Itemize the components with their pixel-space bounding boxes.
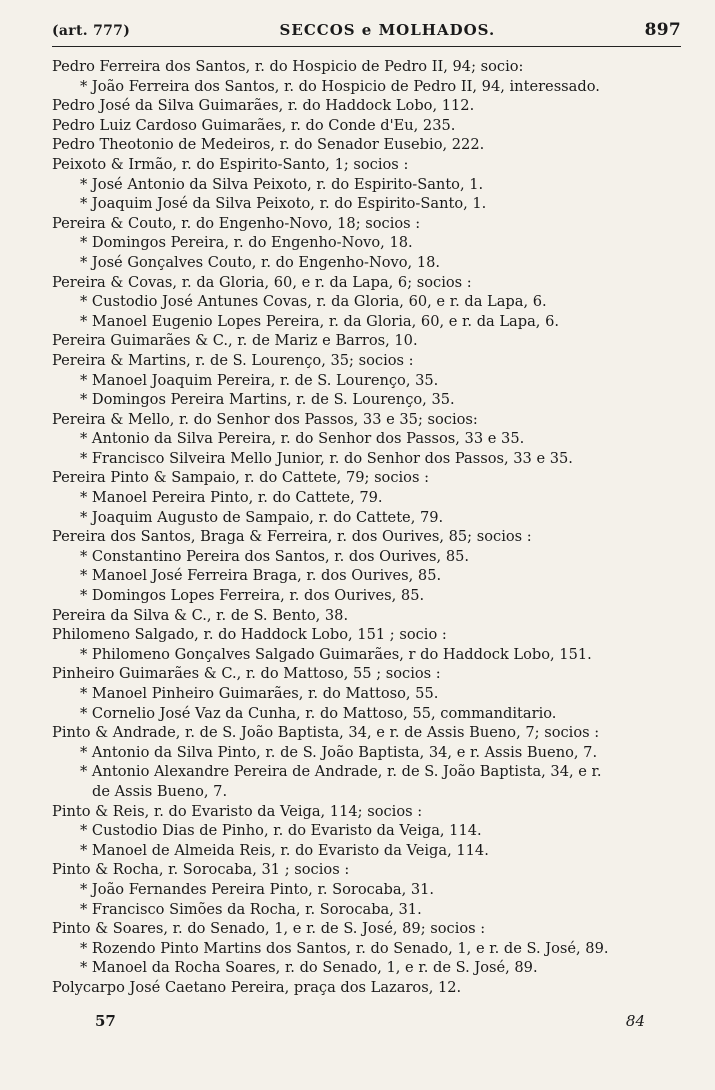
partner-entry: * Domingos Pereira Martins, r. de S. Lourenço, 35.	[80, 391, 455, 409]
partner-entry: * Rozendo Pinto Martins dos Santos, r. do Senado, 1, e r. de S. José, 89.	[80, 939, 609, 957]
page-footer	[95, 1012, 645, 1030]
firm-entry: Pinto & Soares, r. do Senado, 1, e r. de S. José, 89; socios :	[52, 920, 486, 938]
partner-entry: * Francisco Silveira Mello Junior, r. do Senhor dos Passos, 33 e 35.	[80, 449, 573, 467]
firm-entry: Pereira & Martins, r. de S. Lourenço, 35; socios :	[52, 351, 414, 369]
firm-entry: Pinto & Reis, r. do Evaristo da Veiga, 114; socios :	[52, 802, 423, 820]
partner-entry: * João Ferreira dos Santos, r. do Hospicio de Pedro II, 94, interessado.	[80, 77, 600, 95]
firm-entry: Pedro Ferreira dos Santos, r. do Hospicio de Pedro II, 94; socio:	[52, 58, 524, 75]
firm-entry: Pereira Guimarães & C., r. de Mariz e Barros, 10.	[52, 332, 418, 350]
firm-entry: Pedro Theotonio de Medeiros, r. do Senador Eusebio, 222.	[52, 136, 485, 154]
firm-entry: Peixoto & Irmão, r. do Espirito-Santo, 1; socios :	[52, 155, 409, 173]
partner-entry: * Constantino Pereira dos Santos, r. dos Ourives, 85.	[80, 547, 470, 565]
partner-entry: * João Fernandes Pereira Pinto, r. Sorocaba, 31.	[80, 880, 435, 898]
firm-entry: Pedro José da Silva Guimarães, r. do Haddock Lobo, 112.	[52, 97, 475, 115]
firm-entry: Pinto & Andrade, r. de S. João Baptista, 34, e r. de Assis Bueno, 7; socios :	[52, 724, 600, 742]
entries-list	[52, 57, 681, 998]
partner-entry: * Manoel Pereira Pinto, r. do Cattete, 79.	[80, 489, 383, 507]
partner-entry: * Francisco Simões da Rocha, r. Sorocaba, 31.	[80, 900, 422, 918]
firm-entry: Pereira Pinto & Sampaio, r. do Cattete, 79; socios :	[52, 469, 430, 487]
firm-entry: Pinheiro Guimarães & C., r. do Mattoso, 55 ; socios :	[52, 665, 441, 683]
firm-entry: Pereira dos Santos, Braga & Ferreira, r. dos Ourives, 85; socios :	[52, 528, 532, 546]
firm-entry: Pereira & Covas, r. da Gloria, 60, e r. da Lapa, 6; socios :	[52, 273, 472, 291]
partner-entry: * Manoel de Almeida Reis, r. do Evaristo da Veiga, 114.	[80, 841, 489, 859]
partner-entry: * Manoel da Rocha Soares, r. do Senado, 1, e r. de S. José, 89.	[80, 959, 538, 977]
partner-entry: * José Antonio da Silva Peixoto, r. do Espirito-Santo, 1.	[80, 175, 484, 193]
article-ref: (art. 777)	[52, 23, 131, 39]
partner-entry: * Domingos Lopes Ferreira, r. dos Ourives, 85.	[80, 587, 425, 605]
partner-entry: * Antonio da Silva Pereira, r. do Senhor dos Passos, 33 e 35.	[80, 430, 525, 448]
firm-entry: Pereira da Silva & C., r. de S. Bento, 38.	[52, 606, 349, 624]
partner-entry: * Domingos Pereira, r. do Engenho-Novo, 18.	[80, 234, 413, 252]
partner-entry: * Manoel Eugenio Lopes Pereira, r. da Gloria, 60, e r. da Lapa, 6.	[80, 312, 560, 330]
firm-entry: Philomeno Salgado, r. do Haddock Lobo, 151 ; socio :	[52, 626, 447, 644]
firm-entry: Polycarpo José Caetano Pereira, praça dos Lazaros, 12.	[52, 978, 462, 996]
partner-entry: * José Gonçalves Couto, r. do Engenho-Novo, 18.	[80, 253, 441, 271]
page-header	[52, 20, 681, 46]
sheet-number: 84	[625, 1012, 645, 1030]
partner-entry: * Joaquim Augusto de Sampaio, r. do Cattete, 79.	[80, 508, 444, 526]
signature-mark: 57	[95, 1012, 116, 1030]
page-number: 897	[644, 20, 681, 40]
section-title: SECCOS e MOLHADOS.	[279, 21, 496, 39]
partner-entry: * Joaquim José da Silva Peixoto, r. do Espirito-Santo, 1.	[80, 195, 487, 213]
header-rule	[52, 46, 681, 47]
firm-entry: Pedro Luiz Cardoso Guimarães, r. do Conde d'Eu, 235.	[52, 116, 456, 134]
firm-entry: Pinto & Rocha, r. Sorocaba, 31 ; socios :	[52, 861, 350, 879]
partner-entry: * Manoel Pinheiro Guimarães, r. do Mattoso, 55.	[80, 685, 439, 702]
partner-entry: * Antonio da Silva Pinto, r. de S. João Baptista, 34, e r. Assis Bueno, 7.	[80, 743, 598, 761]
partner-entry: * Cornelio José Vaz da Cunha, r. do Mattoso, 55, commanditario.	[80, 704, 557, 722]
firm-entry: Pereira & Mello, r. do Senhor dos Passos, 33 e 35; socios:	[52, 410, 478, 428]
partner-entry: * Custodio Dias de Pinho, r. do Evaristo da Veiga, 114.	[80, 822, 482, 840]
partner-entry: * Manoel José Ferreira Braga, r. dos Ourives, 85.	[80, 567, 442, 585]
firm-entry: Pereira & Couto, r. do Engenho-Novo, 18; socios :	[52, 214, 421, 232]
partner-entry: * Manoel Joaquim Pereira, r. de S. Lourenço, 35.	[80, 371, 439, 389]
partner-entry: de Assis Bueno, 7.	[92, 782, 228, 800]
partner-entry: * Antonio Alexandre Pereira de Andrade, r. de S. João Baptista, 34, e r.	[80, 763, 602, 781]
partner-entry: * Philomeno Gonçalves Salgado Guimarães, r do Haddock Lobo, 151.	[80, 645, 592, 663]
partner-entry: * Custodio José Antunes Covas, r. da Gloria, 60, e r. da Lapa, 6.	[80, 293, 547, 311]
